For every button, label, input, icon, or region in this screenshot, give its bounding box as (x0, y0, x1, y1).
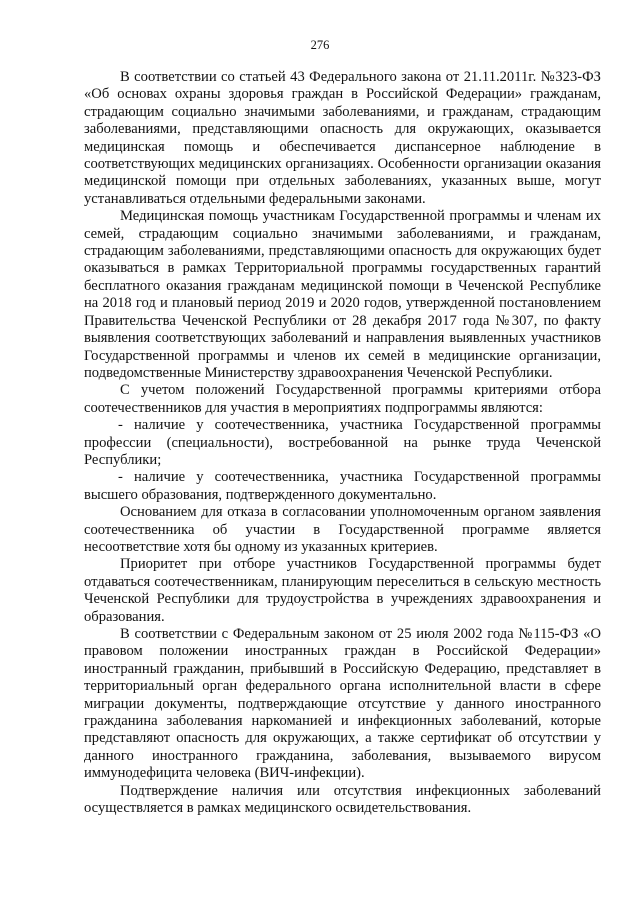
paragraph-refusal-grounds: Основанием для отказа в согласовании уполномоченным органом заявления соотечественника об участии в Государственной программе является несоответствие хотя бы одному из указанных критериев. (84, 504, 601, 555)
paragraph-priority: Приоритет при отборе участников Государственной программы будет отдаваться соотечественникам, планирующим переселиться в сельскую местность Чеченской Республики для трудоустройства в учреждениях здравоохранения и образования. (84, 556, 601, 625)
page-number: 276 (310, 38, 330, 52)
criteria-item-profession: - наличие у соотечественника, участника Государственной программы профессии (специальности), востребованной на рынке труда Чеченской Республики; (84, 417, 601, 468)
criteria-item-education: - наличие у соотечественника, участника Государственной программы высшего образования, подтвержденного документально. (84, 469, 601, 503)
paragraph-federal-law-115: В соответствии с Федеральным законом от 25 июля 2002 года №115-ФЗ «О правовом положении иностранных граждан в Российской Федерации» иностранный гражданин, прибывший в Российскую Федерацию, представляет в территориальный орган федерального органа исполнительной власти в сфере миграции документы, подтверждающие отсутствие у данного иностранного гражданина заболевания наркоманией и инфекционных заболеваний, которые представляют опасность для окружающих, а также сертификат об отсутствии у данного иностранного гражданина, заболевания, вызываемого вирусом иммунодефицита человека (ВИЧ-инфекции). (84, 626, 601, 782)
paragraph-selection-criteria: С учетом положений Государственной программы критериями отбора соотечественников для участия в мероприятиях подпрограммы являются: (84, 382, 601, 416)
paragraph-medical-examination: Подтверждение наличия или отсутствия инфекционных заболеваний осуществляется в рамках медицинского освидетельствования. (84, 782, 601, 817)
document-body (84, 69, 601, 817)
paragraph-article-43: В соответствии со статьей 43 Федерального закона от 21.11.2011г. №323-ФЗ «Об основах охраны здоровья граждан в Российской Федерации» гражданам, страдающим социально значимыми заболеваниями, и гражданам, страдающим заболеваниями, представляющими опасность для окружающих, оказывается медицинская помощь и обеспечивается диспансерное наблюдение в соответствующих медицинских организациях. Особенности организации оказания медицинской помощи при отдельных заболеваниях, указанных выше, могут устанавливаться отдельными федеральными законами. (84, 69, 601, 207)
paragraph-medical-assistance: Медицинская помощь участникам Государственной программы и членам их семей, страдающим социально значимыми заболеваниями, и гражданам, страдающим заболеваниями, представляющими опасность для окружающих будет оказываться в рамках Территориальной программы государственных гарантий бесплатного оказания гражданам медицинской помощи в Чеченской Республике на 2018 год и плановый период 2019 и 2020 годов, утвержденной постановлением Правительства Чеченской Республики от 28 декабря 2017 года №307, по факту выявления соответствующих заболеваний и направления выявленных участников Государственной программы и членов их семей в медицинские организации, подведомственные Министерству здравоохранения Чеченской Республики. (84, 208, 601, 381)
